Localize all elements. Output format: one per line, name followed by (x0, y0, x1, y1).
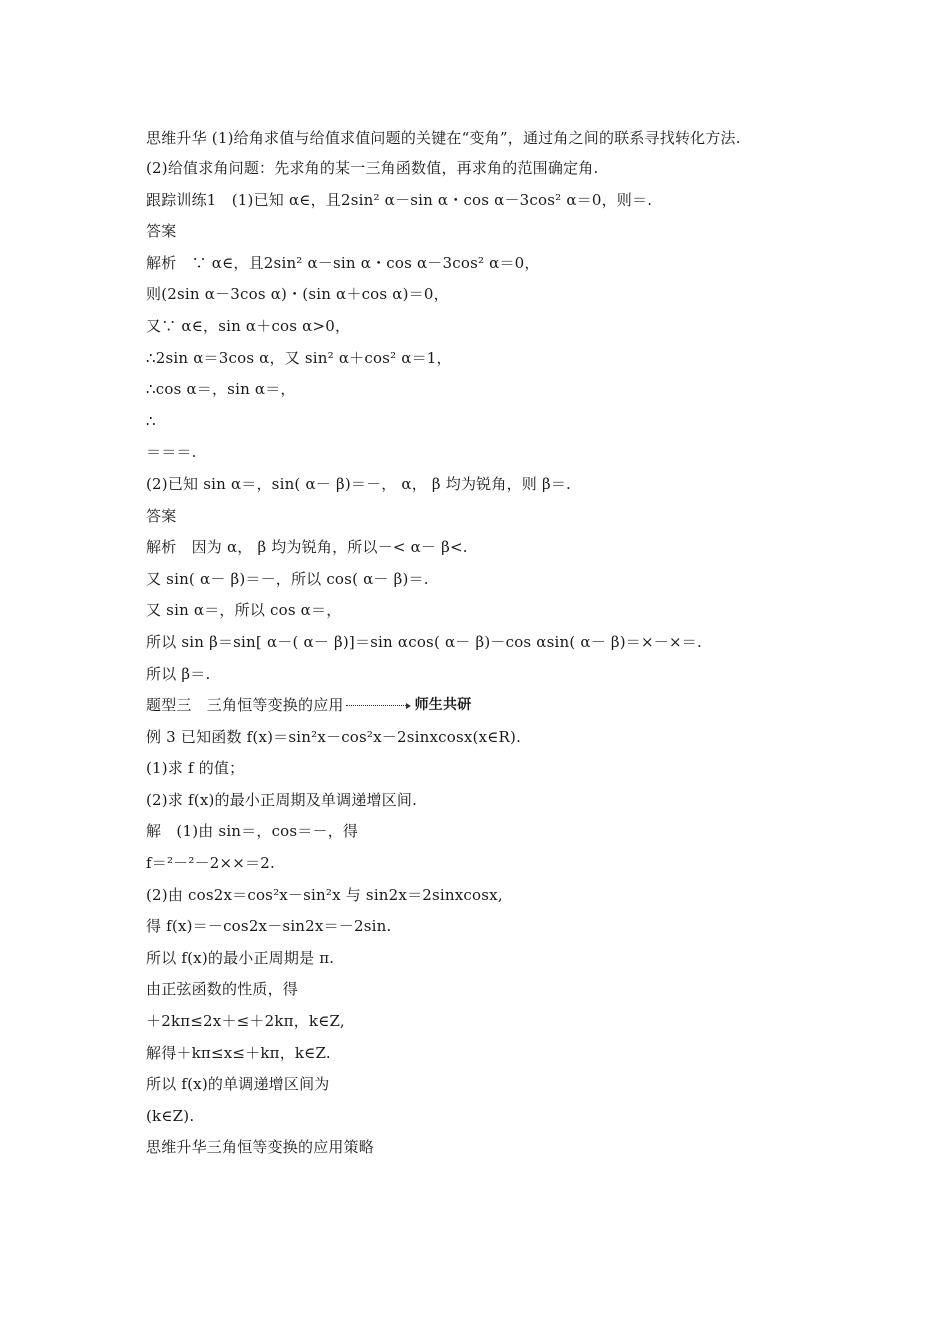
solution-1-line-5: ∴cos α＝，sin α＝， (146, 380, 296, 399)
solution-1-line-3: 又∵ α∈，sin α＋cos α>0， (146, 316, 351, 335)
summary-heading: 思维升华三角恒等变换的应用策略 (146, 1138, 375, 1157)
example-3-solution-9: 所以 f(x)的单调递增区间为 (146, 1075, 330, 1094)
document-body (146, 124, 826, 1164)
solution-2-line-3: 又 sin α＝，所以 cos α＝， (146, 601, 342, 620)
example-3-solution-3: (2)由 cos2x＝cos²x－sin²x 与 sin2x＝2sinxcosx, (146, 885, 503, 904)
example-3-solution-5: 所以 f(x)的最小正周期是 π. (146, 948, 335, 967)
exercise-1-question: 跟踪训练1 (1)已知 α∈，且2sin² α－sin α・cos α－3cos² α＝0，则＝. (146, 190, 653, 209)
example-3-part-1: (1)求 f 的值； (146, 759, 245, 778)
answer-label-1: 答案 (146, 222, 177, 241)
example-3-solution-6: 由正弦函数的性质，得 (146, 980, 299, 999)
example-3-question: 例 3 已知函数 f(x)＝sin²x－cos²x－2sinxcosx(x∈R). (146, 727, 522, 746)
solution-1-line-1: 解析 ∵ α∈，且2sin² α－sin α・cos α－3cos² α＝0， (146, 253, 540, 272)
solution-1-line-6: ∴ (146, 411, 156, 430)
solution-1-line-2: 则(2sin α－3cos α)・(sin α＋cos α)＝0， (146, 285, 449, 304)
section-tag: 师生共研 (414, 697, 472, 714)
summary-1: 思维升华 (1)给角求值与给值求值问题的关键在“变角”，通过角之间的联系寻找转化方法. (146, 129, 741, 147)
solution-2-line-1: 解析 因为 α， β 均为锐角，所以－< α－ β<. (146, 538, 468, 557)
exercise-2-question: (2)已知 sin α＝，sin( α－ β)＝－， α， β 均为锐角，则 β＝. (146, 474, 571, 493)
solution-2-line-5: 所以 β＝. (146, 664, 211, 683)
section-heading (146, 690, 826, 722)
arrow-icon (346, 703, 411, 709)
answer-label-2: 答案 (146, 506, 177, 525)
example-3-solution-2: f＝²－²－2××＝2. (146, 854, 275, 873)
solution-1-line-7: ＝＝＝. (146, 443, 197, 462)
example-3-solution-7: ＋2kπ≤2x＋≤＋2kπ，k∈Z, (146, 1012, 345, 1031)
section-title: 题型三 三角恒等变换的应用 (146, 696, 344, 715)
example-3-solution-4: 得 f(x)＝－cos2x－sin2x＝－2sin. (146, 917, 392, 936)
example-3-solution-8: 解得＋kπ≤x≤＋kπ，k∈Z. (146, 1043, 331, 1062)
example-3-solution-1: 解 (1)由 sin＝，cos＝－，得 (146, 822, 359, 841)
solution-2-line-2: 又 sin( α－ β)＝－，所以 cos( α－ β)＝. (146, 569, 429, 588)
summary-2: (2)给值求角问题：先求角的某一三角函数值，再求角的范围确定角. (146, 159, 599, 177)
solution-1-line-4: ∴2sin α＝3cos α，又 sin² α＋cos² α＝1， (146, 348, 452, 367)
solution-2-line-4: 所以 sin β＝sin[ α－( α－ β)]＝sin αcos( α－ β)－cos αsin( α－ β)＝×－×＝. (146, 632, 702, 651)
example-3-solution-10: (k∈Z). (146, 1106, 195, 1125)
example-3-part-2: (2)求 f(x)的最小正周期及单调递增区间. (146, 790, 418, 809)
